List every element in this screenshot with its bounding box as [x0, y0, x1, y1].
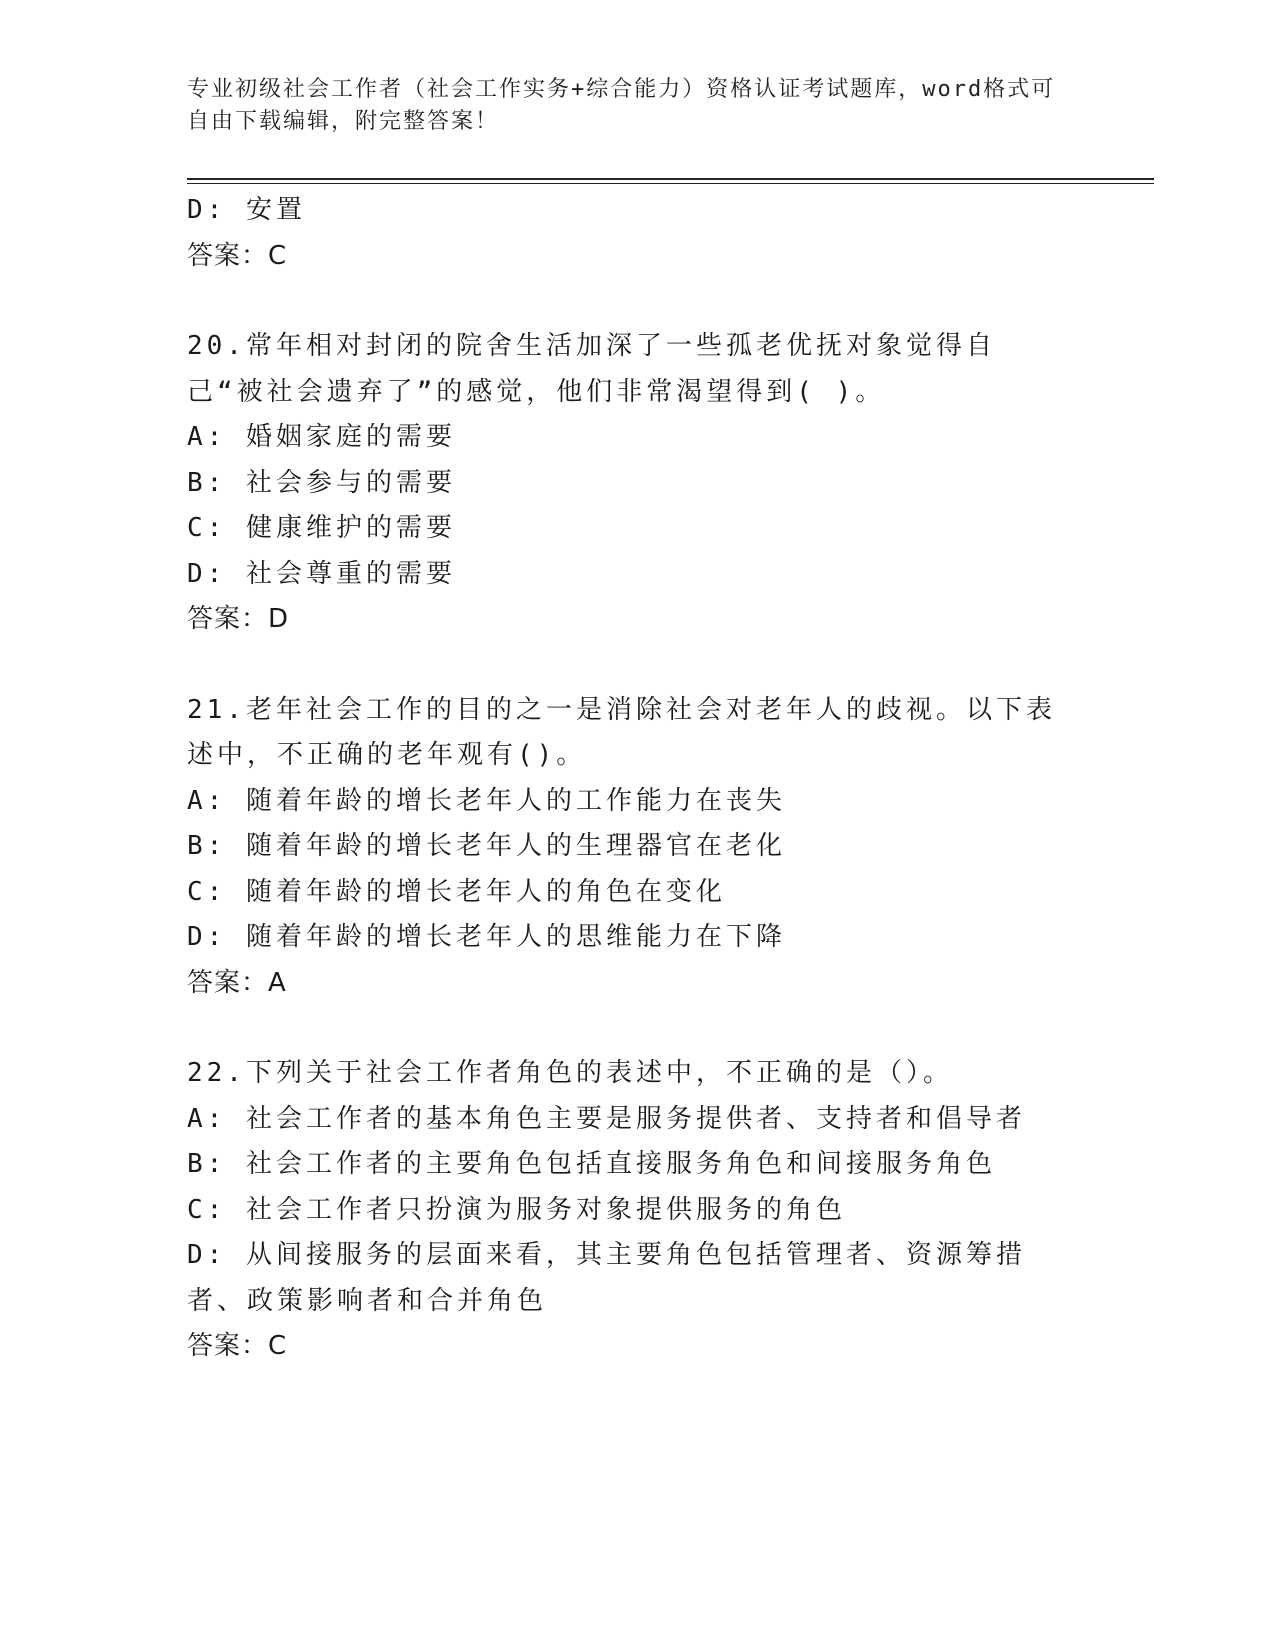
question-22 [187, 1051, 1087, 1370]
option-a: A: 社会工作者的基本角色主要是服务提供者、支持者和倡导者 [187, 1103, 1026, 1134]
document-header: 专业初级社会工作者（社会工作实务+综合能力）资格认证考试题库，word格式可自由下载编辑，附完整答案！ [187, 77, 1056, 134]
answer-line: 答案：A [187, 967, 287, 998]
option-d: D: 从间接服务的层面来看，其主要角色包括管理者、资源筹措者、政策影响者和合并角色 [187, 1240, 1026, 1316]
option-c: C: 健康维护的需要 [187, 513, 456, 543]
question-text: 20.常年相对封闭的院舍生活加深了一些孤老优抚对象觉得自己“被社会遗弃了”的感觉，他们非常渴望得到( )。 [187, 331, 996, 407]
answer-line: 答案：C [187, 1331, 288, 1361]
option-d: D: 安置 [187, 195, 306, 225]
option-b: B: 社会参与的需要 [187, 467, 456, 498]
option-b: B: 社会工作者的主要角色包括直接服务角色和间接服务角色 [187, 1149, 996, 1179]
question-text: 22.下列关于社会工作者角色的表述中，不正确的是（）。 [187, 1058, 953, 1088]
question-20 [187, 324, 1087, 643]
answer-line: 答案：C [187, 240, 288, 271]
option-c: C: 社会工作者只扮演为服务对象提供服务的角色 [187, 1194, 846, 1225]
option-c: C: 随着年龄的增长老年人的角色在变化 [187, 876, 726, 907]
question-content [187, 188, 1087, 1370]
option-d: D: 社会尊重的需要 [187, 558, 456, 589]
answer-line: 答案：D [187, 604, 290, 634]
header-divider-thick [187, 178, 1154, 180]
question-text: 21.老年社会工作的目的之一是消除社会对老年人的歧视。以下表述中，不正确的老年观有()。 [187, 694, 1056, 770]
header-divider-thin [187, 183, 1154, 184]
option-d: D: 随着年龄的增长老年人的思维能力在下降 [187, 922, 786, 952]
option-b: B: 随着年龄的增长老年人的生理器官在老化 [187, 831, 786, 861]
question-21 [187, 688, 1087, 1007]
option-a: A: 婚姻家庭的需要 [187, 422, 456, 452]
option-a: A: 随着年龄的增长老年人的工作能力在丧失 [187, 785, 786, 816]
